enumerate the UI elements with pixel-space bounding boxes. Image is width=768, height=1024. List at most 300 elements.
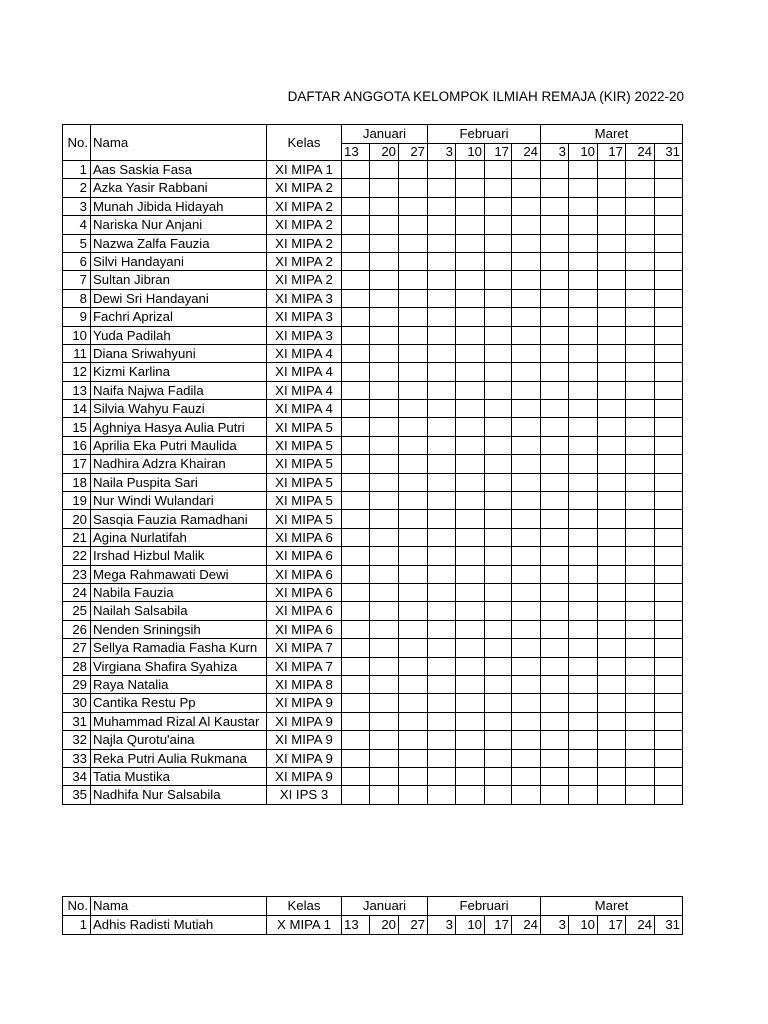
attendance-cell [456,528,485,546]
attendance-cell [569,547,598,565]
attendance-cell [626,510,655,528]
table-row [63,602,683,620]
attendance-cell [456,565,485,583]
attendance-cell [399,602,428,620]
member-class: XI MIPA 4 [267,363,342,381]
date-cell: 27 [399,143,428,161]
member-class: XI MIPA 5 [267,436,342,454]
row-number: 29 [63,675,91,693]
attendance-cell [342,473,370,491]
attendance-cell [399,308,428,326]
date-cell: 3 [428,143,456,161]
attendance-cell [370,418,399,436]
attendance-cell [655,712,683,730]
attendance-cell [541,234,569,252]
attendance-cell [485,694,512,712]
attendance-cell [399,473,428,491]
member-class: XI MIPA 8 [267,675,342,693]
member-class: XI MIPA 5 [267,473,342,491]
attendance-cell [399,363,428,381]
member-class: XI MIPA 2 [267,234,342,252]
table-row [63,731,683,749]
member-table [62,124,683,805]
row-number: 32 [63,731,91,749]
attendance-cell [485,731,512,749]
attendance-cell [541,583,569,601]
attendance-cell [598,436,626,454]
member-class: XI MIPA 2 [267,179,342,197]
attendance-cell [598,308,626,326]
row-number: 9 [63,308,91,326]
attendance-cell [428,657,456,675]
attendance-cell [512,400,541,418]
row-number: 1 [63,915,91,934]
row-number: 25 [63,602,91,620]
attendance-cell [512,289,541,307]
attendance-cell [370,179,399,197]
attendance-cell [399,786,428,804]
attendance-cell [569,492,598,510]
date-cell: 24 [512,915,541,934]
row-number: 28 [63,657,91,675]
date-cell: 20 [370,915,399,934]
attendance-cell [428,510,456,528]
attendance-cell [598,289,626,307]
attendance-cell [370,363,399,381]
attendance-cell [512,547,541,565]
attendance-cell [342,234,370,252]
attendance-cell [370,344,399,362]
attendance-cell [485,252,512,270]
attendance-cell [541,712,569,730]
attendance-cell [370,216,399,234]
member-name: Nadhifa Nur Salsabila [91,786,267,804]
attendance-cell [598,510,626,528]
attendance-cell [342,216,370,234]
member-name: Silvi Handayani [91,252,267,270]
attendance-cell [342,179,370,197]
attendance-cell [485,492,512,510]
attendance-cell [342,363,370,381]
attendance-cell [485,308,512,326]
attendance-cell [541,216,569,234]
attendance-cell [512,492,541,510]
attendance-cell [342,308,370,326]
page-title: DAFTAR ANGGOTA KELOMPOK ILMIAH REMAJA (KIR) 2022-20 [287,89,684,104]
attendance-cell [428,234,456,252]
attendance-cell [342,694,370,712]
attendance-cell [456,252,485,270]
attendance-cell [541,602,569,620]
attendance-cell [485,786,512,804]
attendance-cell [370,326,399,344]
attendance-cell [598,418,626,436]
attendance-cell [655,179,683,197]
attendance-cell [598,344,626,362]
attendance-cell [512,694,541,712]
attendance-cell [399,455,428,473]
row-number: 16 [63,436,91,454]
attendance-cell [342,583,370,601]
attendance-cell [626,583,655,601]
attendance-cell [428,731,456,749]
attendance-cell [399,583,428,601]
date-cell: 24 [626,143,655,161]
date-cell: 17 [485,143,512,161]
attendance-cell [569,657,598,675]
attendance-cell [626,363,655,381]
attendance-cell [541,455,569,473]
attendance-cell [485,381,512,399]
attendance-cell [541,639,569,657]
attendance-cell [370,565,399,583]
attendance-cell [626,657,655,675]
table-row [63,583,683,601]
date-cell: 17 [598,915,626,934]
row-number: 12 [63,363,91,381]
table-row [63,344,683,362]
attendance-cell [456,344,485,362]
attendance-cell [569,363,598,381]
attendance-cell [342,436,370,454]
member-class: XI MIPA 6 [267,547,342,565]
member-name: Silvia Wahyu Fauzi [91,400,267,418]
attendance-cell [485,547,512,565]
member-class: XI MIPA 9 [267,694,342,712]
attendance-cell [598,473,626,491]
attendance-cell [598,547,626,565]
attendance-cell [342,731,370,749]
attendance-cell [399,767,428,785]
attendance-cell [626,179,655,197]
attendance-cell [485,639,512,657]
table-row [63,915,683,934]
attendance-cell [370,473,399,491]
attendance-cell [342,675,370,693]
attendance-cell [342,381,370,399]
attendance-cell [456,197,485,215]
member-class: XI MIPA 5 [267,455,342,473]
date-cell: 10 [456,143,485,161]
attendance-cell [399,179,428,197]
attendance-cell [370,252,399,270]
attendance-cell [428,289,456,307]
attendance-cell [512,786,541,804]
row-number: 21 [63,528,91,546]
member-name: Yuda Padilah [91,326,267,344]
attendance-cell [541,547,569,565]
attendance-cell [598,492,626,510]
attendance-cell [428,271,456,289]
attendance-cell [370,161,399,179]
member-class: XI MIPA 7 [267,639,342,657]
member-name: Nailah Salsabila [91,602,267,620]
attendance-cell [342,639,370,657]
member-name: Naila Puspita Sari [91,473,267,491]
attendance-cell [399,492,428,510]
date-cell: 3 [428,915,456,934]
attendance-cell [485,418,512,436]
attendance-cell [456,675,485,693]
attendance-cell [485,271,512,289]
attendance-cell [399,547,428,565]
attendance-cell [512,510,541,528]
attendance-cell [569,381,598,399]
attendance-cell [428,675,456,693]
date-cell: 10 [456,915,485,934]
attendance-cell [655,289,683,307]
table-row [63,400,683,418]
member-name: Nabila Fauzia [91,583,267,601]
attendance-cell [626,381,655,399]
attendance-cell [428,749,456,767]
attendance-cell [370,712,399,730]
attendance-cell [370,749,399,767]
attendance-cell [399,749,428,767]
table-row [63,694,683,712]
date-cell: 27 [399,915,428,934]
row-number: 13 [63,381,91,399]
attendance-cell [655,786,683,804]
attendance-cell [485,455,512,473]
attendance-cell [428,712,456,730]
attendance-cell [428,602,456,620]
attendance-cell [456,583,485,601]
attendance-cell [512,271,541,289]
attendance-cell [569,455,598,473]
attendance-cell [456,712,485,730]
header-row-months [63,125,683,144]
attendance-cell [569,473,598,491]
table-row [63,565,683,583]
attendance-cell [598,620,626,638]
attendance-cell [655,344,683,362]
attendance-cell [569,326,598,344]
attendance-cell [342,749,370,767]
attendance-cell [456,326,485,344]
attendance-cell [569,344,598,362]
attendance-cell [342,510,370,528]
attendance-cell [456,436,485,454]
member-class: XI MIPA 4 [267,381,342,399]
attendance-cell [655,234,683,252]
attendance-cell [626,749,655,767]
attendance-cell [569,694,598,712]
attendance-cell [655,473,683,491]
attendance-cell [541,436,569,454]
attendance-cell [541,657,569,675]
attendance-cell [655,492,683,510]
attendance-cell [569,749,598,767]
date-cell: 24 [626,915,655,934]
attendance-cell [569,308,598,326]
attendance-cell [512,749,541,767]
member-name: Nadhira Adzra Khairan [91,455,267,473]
attendance-cell [485,565,512,583]
attendance-cell [569,234,598,252]
attendance-cell [655,694,683,712]
attendance-cell [541,786,569,804]
attendance-cell [626,639,655,657]
attendance-cell [626,289,655,307]
attendance-cell [399,694,428,712]
attendance-cell [626,197,655,215]
member-class: XI MIPA 5 [267,492,342,510]
table-row [63,381,683,399]
attendance-cell [399,620,428,638]
attendance-cell [370,400,399,418]
row-number: 33 [63,749,91,767]
attendance-cell [569,565,598,583]
attendance-cell [512,308,541,326]
attendance-cell [399,197,428,215]
attendance-cell [626,620,655,638]
attendance-cell [512,731,541,749]
attendance-cell [598,179,626,197]
header-no: No. [63,897,91,916]
attendance-cell [485,712,512,730]
row-number: 22 [63,547,91,565]
member-name: Aas Saskia Fasa [91,161,267,179]
attendance-cell [512,436,541,454]
attendance-cell [655,620,683,638]
attendance-cell [428,694,456,712]
attendance-cell [598,565,626,583]
member-name: Diana Sriwahyuni [91,344,267,362]
attendance-cell [456,786,485,804]
attendance-cell [512,381,541,399]
date-cell: 31 [655,915,683,934]
attendance-cell [626,326,655,344]
member-name: Cantika Restu Pp [91,694,267,712]
row-number: 15 [63,418,91,436]
row-number: 31 [63,712,91,730]
attendance-cell [399,712,428,730]
attendance-cell [485,473,512,491]
month-februari: Februari [428,125,541,144]
attendance-cell [428,565,456,583]
table-row [63,234,683,252]
member-class: XI IPS 3 [267,786,342,804]
attendance-cell [569,675,598,693]
member-class: XI MIPA 2 [267,252,342,270]
attendance-cell [598,639,626,657]
attendance-cell [370,547,399,565]
attendance-cell [569,528,598,546]
attendance-cell [541,344,569,362]
attendance-cell [598,694,626,712]
attendance-cell [370,436,399,454]
attendance-cell [428,179,456,197]
attendance-cell [512,418,541,436]
attendance-cell [655,583,683,601]
attendance-cell [370,583,399,601]
attendance-cell [541,418,569,436]
table-row [63,271,683,289]
attendance-cell [512,565,541,583]
attendance-cell [428,363,456,381]
member-class: XI MIPA 9 [267,731,342,749]
attendance-cell [626,694,655,712]
attendance-cell [485,510,512,528]
attendance-cell [541,473,569,491]
date-cell: 13 [342,143,370,161]
attendance-cell [598,326,626,344]
member-name: Munah Jibida Hidayah [91,197,267,215]
attendance-cell [342,252,370,270]
attendance-cell [655,602,683,620]
attendance-cell [626,473,655,491]
attendance-cell [541,252,569,270]
attendance-cell [370,786,399,804]
attendance-cell [626,216,655,234]
member-name: Reka Putri Aulia Rukmana [91,749,267,767]
attendance-cell [342,418,370,436]
attendance-cell [541,675,569,693]
member-name: Nazwa Zalfa Fauzia [91,234,267,252]
header-no: No. [63,125,91,161]
member-class: XI MIPA 5 [267,418,342,436]
attendance-cell [626,528,655,546]
attendance-cell [399,418,428,436]
member-class: XI MIPA 1 [267,161,342,179]
attendance-cell [626,271,655,289]
attendance-cell [569,179,598,197]
attendance-cell [342,400,370,418]
attendance-cell [541,731,569,749]
table-row [63,161,683,179]
header-nama: Nama [91,125,267,161]
member-class: XI MIPA 2 [267,216,342,234]
header-nama: Nama [91,897,267,916]
table-row [63,455,683,473]
attendance-cell [512,675,541,693]
attendance-cell [485,675,512,693]
attendance-cell [428,381,456,399]
attendance-cell [370,731,399,749]
attendance-cell [428,455,456,473]
attendance-cell [456,308,485,326]
attendance-cell [655,547,683,565]
attendance-cell [569,767,598,785]
attendance-cell [655,252,683,270]
attendance-cell [626,565,655,583]
attendance-cell [569,197,598,215]
attendance-cell [399,289,428,307]
attendance-cell [655,436,683,454]
attendance-cell [626,767,655,785]
attendance-cell [655,271,683,289]
attendance-cell [655,400,683,418]
attendance-cell [399,675,428,693]
member-name: Aghniya Hasya Aulia Putri [91,418,267,436]
attendance-cell [598,271,626,289]
attendance-cell [512,602,541,620]
header-row [63,897,683,916]
member-class: XI MIPA 2 [267,197,342,215]
attendance-cell [655,510,683,528]
attendance-cell [541,749,569,767]
attendance-cell [655,528,683,546]
attendance-cell [541,363,569,381]
attendance-cell [541,161,569,179]
table-row [63,712,683,730]
attendance-cell [399,528,428,546]
row-number: 19 [63,492,91,510]
table-row [63,786,683,804]
attendance-cell [428,528,456,546]
attendance-cell [428,547,456,565]
